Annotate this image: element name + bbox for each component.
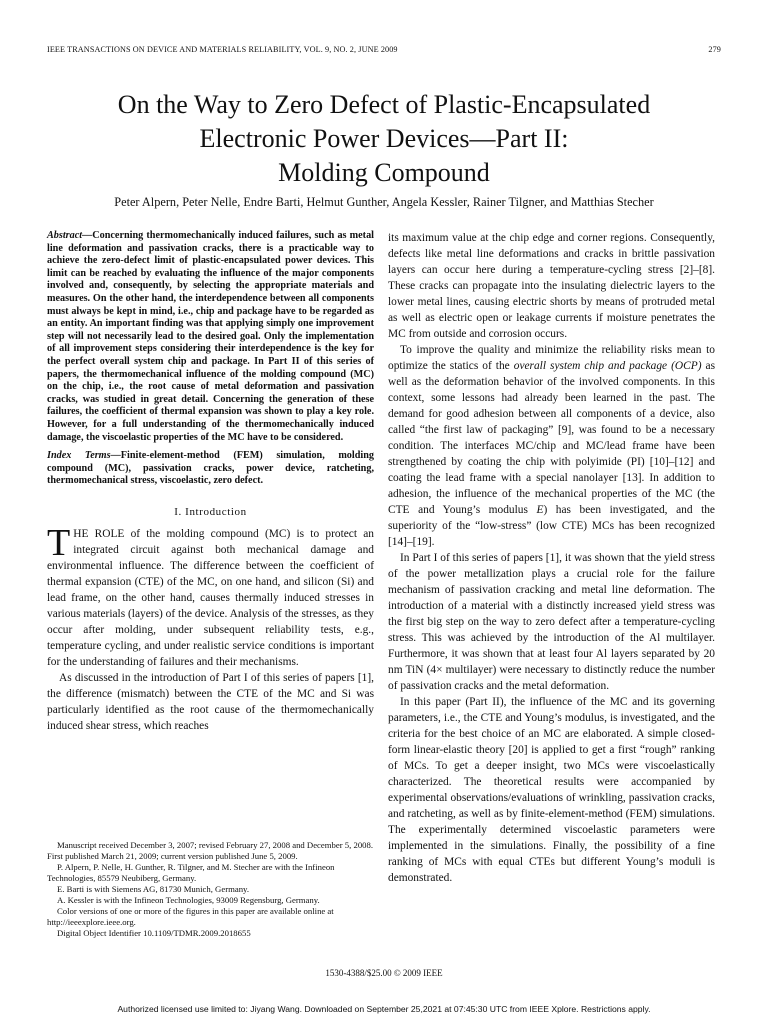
footnote-doi: Digital Object Identifier 10.1109/TDMR.2009.2018655 <box>57 928 251 938</box>
right-paragraph-2-part-c: ) has been investigated, and the superiority of the “low-stress” (low CTE) MCs has been recognized [14]–[19]. <box>388 504 715 548</box>
journal-name: IEEE TRANSACTIONS ON DEVICE AND MATERIALS RELIABILITY, VOL. 9, NO. 2, JUNE 2009 <box>47 45 398 54</box>
page-number: 279 <box>708 45 721 54</box>
right-paragraph-2-emphasis: overall system chip and package (OCP) <box>513 360 702 372</box>
paper-title <box>30 88 738 190</box>
author-list: Peter Alpern, Peter Nelle, Endre Barti, Helmut Gunther, Angela Kessler, Rainer Tilgner, and Matthias Stecher <box>114 195 654 209</box>
index-terms-lead: Index Terms— <box>47 450 121 462</box>
footnotes <box>47 840 374 939</box>
abstract <box>47 230 374 444</box>
right-paragraph-4: In this paper (Part II), the influence of the MC and its governing parameters, i.e., the CTE and Young’s modulus, is investigated, and the criteria for the best choice of an MC are elaborated. A simple closed-form linear-elastic theory [20] is applied to get a first “rough” ranking of MCs. To get a deeper insight, two MCs were viscoelastically characterized. The theoretical results were accompanied by experimental observations/evaluations of wrinkling, passivation cracks, and ratcheting, as well as by finite-element-method (FEM) simulations. The experimentally determined viscoelastic parameters were implemented in the simulations. Finally, the possibility of a fine ranking of MCs with equal CTEs but different Young’s moduli is demonstrated. <box>388 696 715 884</box>
intro-paragraph-2: As discussed in the introduction of Part I of this series of papers [1], the difference (mismatch) between the CTE of the MC and Si was particularly identified as the root cause of the thermomechanically induced shear stress, which reaches <box>47 671 374 732</box>
index-terms <box>47 450 374 488</box>
intro-paragraph-1 <box>47 521 374 670</box>
right-paragraph-2-part-b: as well as the deformation behavior of the involved components. In this context, some lessons had already been learned in the past. The demand for good adhesion between all components of a device, also called “the first law of packaging” [9], was found to be a necessary condition. The interfaces MC/chip and MC/lead frame have been strengthened by coating the chip with polyimide (PI) [10]–[12] and coating the lead frame with a special nanolayer [13]. In addition to adhesion, the influence of the mechanical properties of the MC (the CTE and Young’s modulus <box>388 360 716 516</box>
title-line-2: Electronic Power Devices—Part II: <box>199 124 569 153</box>
footnote-affiliation-3: A. Kessler is with the Infineon Technologies, 93009 Regensburg, Germany. <box>57 895 320 905</box>
title-line-3: Molding Compound <box>278 158 490 187</box>
right-paragraph-3: In Part I of this series of papers [1], it was shown that the yield stress of the power metallization plays a crucial role for the failure mechanism of passivation cracking and metal line deformation. The introduction of a material with a distinctly increased yield stress was the first big step on the way to zero defect after a temperature-cycling stress. This was achieved by the introduction of the Al multilayer. Furthermore, it was shown that at least four Al layers separated by 20 nm TiN (4× multilayer) were necessary to distinctly reduce the number of passivation cracks and the metal deformation. <box>388 552 715 692</box>
right-paragraph-2-part-a: To improve the quality and minimize the reliability risks mean to optimize the statics of the <box>388 344 715 372</box>
footnote-affiliation-1: P. Alpern, P. Nelle, H. Gunther, R. Tilgner, and M. Stecher are with the Infineon Technologies, 85579 Neubiberg, Germany. <box>47 862 335 883</box>
intro-paragraph-1-text: HE ROLE of the molding compound (MC) is to protect an integrated circuit against both mechanical damage and environmental influence. The difference between the coefficient of thermal expansion (CTE) of the MC, on one hand, and silicon (Si) and lead frame, on the other hand, causes thermally induced stresses in various materials (layers) of the device. Analysis of the stresses, as they occur after molding, under subsequent reliability tests, e.g., temperature cycling, and under realistic service conditions is important for the understanding of failures and their mechanisms. <box>47 527 374 668</box>
title-line-1: On the Way to Zero Defect of Plastic-Encapsulated <box>117 90 651 119</box>
footnote-manuscript: Manuscript received December 3, 2007; revised February 27, 2008 and December 5, 2008. First published March 21, 2009; current version published June 5, 2009. <box>47 840 374 861</box>
right-column <box>388 230 715 886</box>
running-header <box>47 45 721 54</box>
abstract-text: Concerning thermomechanically induced failures, such as metal line deformation and passivation cracks, there is a practicable way to achieve the zero-defect limit of plastic-encapsulated power devices. This limit can be reached by evaluating the influence of the major components involved and, consequently, by selecting the appropriate materials and measures. On the other hand, the interdependence between all components must always be kept in mind, i.e., chip and package have to be regarded as an entity. An important finding was that applying simply one improvement step will not necessarily lead to the desired goal. Only the implementation of all improvement steps considering their interdependence is the key for the perfect overall system chip and package. In Part II of this series of papers, the thermomechanical influence of the molding compound (MC) on the chip, i.e., the root cause of metal deformation and passivation cracks, was studied in great detail. Concerning the generation of these failures, the coefficient of thermal expansion was shown to play a key role. However, for a full understanding of the thermomechanically induced damage, the viscoelastic properties of the MC have to be considered. <box>47 230 374 443</box>
right-paragraph-1: its maximum value at the chip edge and corner regions. Consequently, defects like metal line deformations and cracks in brittle passivation layers can occur here during a temperature-cycling stress [2]–[8]. These cracks can propagate into the insulating dielectric layers to the lower metal lines, causing electric shorts by means of protruded metal as well as electric open or leakage currents if moisture penetrates the MC from outside and corrosion occurs. <box>388 232 715 340</box>
right-paragraph-2-symbol-e: E <box>536 504 544 516</box>
index-terms-text: Finite-element-method (FEM) simulation, molding compound (MC), passivation cracks, power device, ratcheting, thermomechanical stress, viscoelastic, zero defect. <box>47 450 374 487</box>
footnote-affiliation-2: E. Barti is with Siemens AG, 81730 Munich, Germany. <box>57 884 249 894</box>
footnote-color-versions: Color versions of one or more of the figures in this paper are available online at http://ieeexplore.ieee.org. <box>47 906 334 927</box>
section-heading-introduction: I. Introduction <box>174 505 247 518</box>
issn-copyright: 1530-4388/$25.00 © 2009 IEEE <box>325 968 443 978</box>
left-column <box>47 230 374 734</box>
right-paragraph-2 <box>388 342 715 550</box>
abstract-lead: Abstract— <box>47 230 93 241</box>
dropcap: T <box>47 521 71 564</box>
license-notice: Authorized licensed use limited to: Jiyang Wang. Downloaded on September 25,2021 at 07:45:30 UTC from IEEE Xplore. Restrictions apply. <box>117 1004 651 1014</box>
